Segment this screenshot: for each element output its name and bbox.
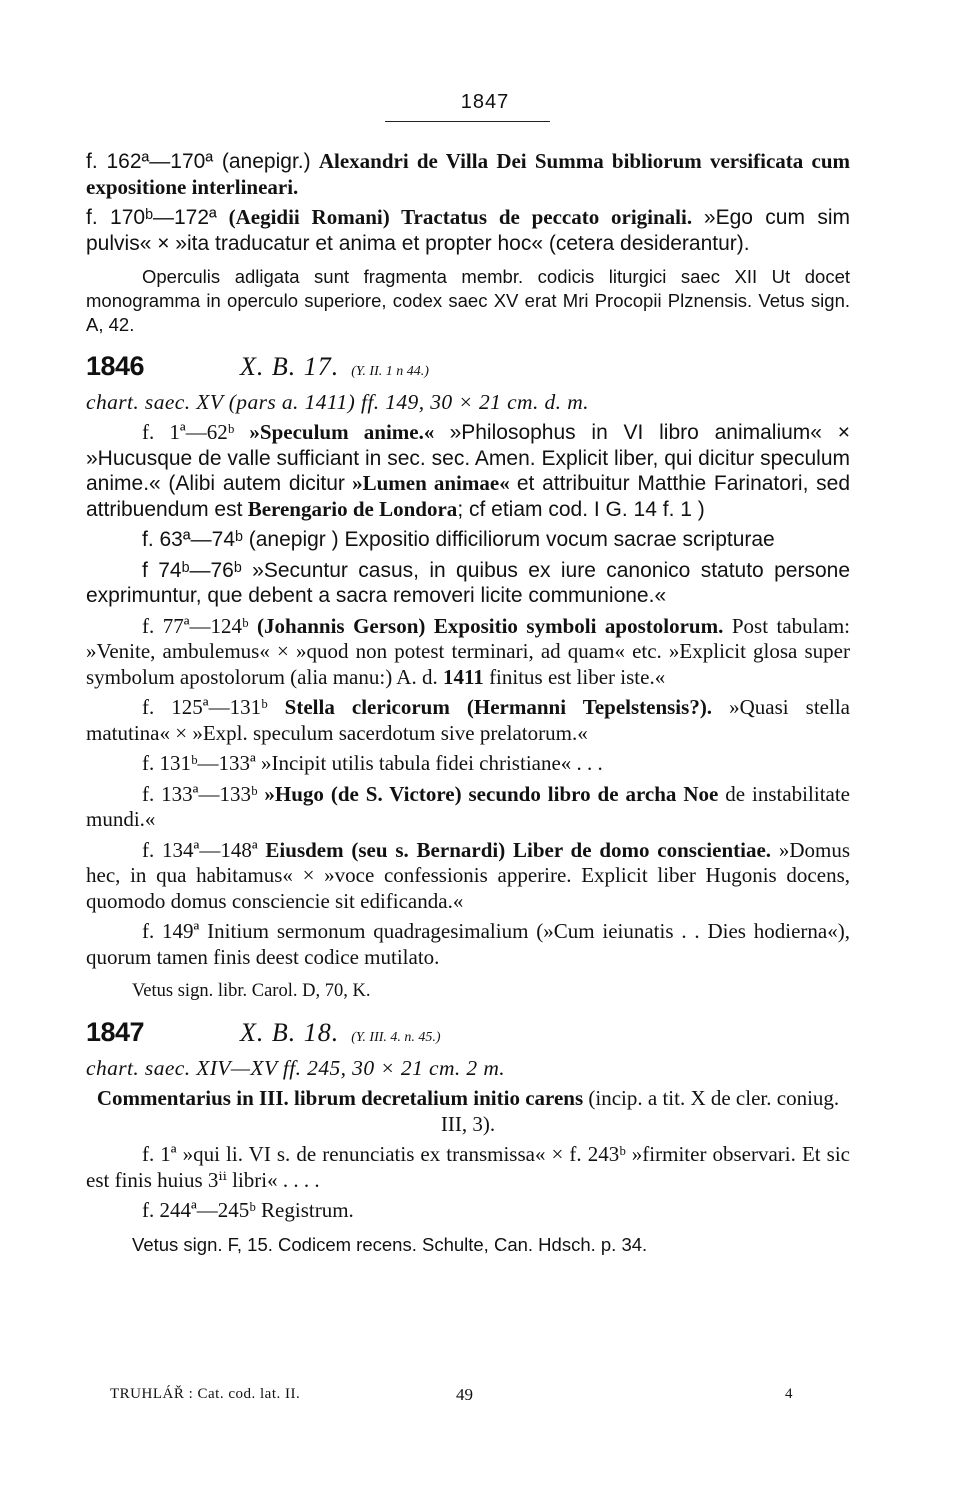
explicit-text: finitus est liber iste.« [489, 664, 666, 689]
work-title: (Aegidii Romani) Tractatus de peccato originali. [228, 205, 693, 229]
entry-title [86, 1086, 850, 1137]
item-domus [86, 838, 850, 915]
entry-heading-1846 [86, 351, 850, 385]
folio-ref: f. 162ª—170ª (anepigr.) [86, 150, 311, 173]
work-title: Alexandri de Villa Dei Summa bibliorum versificata cum expositione interlineari. [86, 149, 850, 199]
title-continuation: de instabilitate mundi.« [86, 781, 850, 831]
folio-ref: f. 134ª—148ª [142, 837, 258, 862]
item-expositio: f. 63ª—74ᵇ (anepigr ) Expositio difficiliorum vocum sacrae scripturae [142, 528, 775, 551]
item-tabula: f. 131ᵇ—133ª »Incipit utilis tabula fidei christiane« . . . [142, 751, 603, 775]
header-rule [385, 121, 550, 122]
catalog-reference: TRUHLÁŘ : Cat. cod. lat. II. [110, 1386, 301, 1402]
signature-mark: 4 [785, 1386, 793, 1402]
incipit-text: »Quasi stella matutina« × »Expl. speculum sacerdotum sive prelatorum.« [86, 695, 850, 745]
old-signature: (Y. III. 4. n. 45.) [351, 1030, 441, 1045]
prev-item-2 [86, 205, 850, 256]
work-title: Eiusdem (seu s. Bernardi) Liber de domo conscientiae. [265, 837, 772, 862]
incipit-text: Post tabulam: »Venite, ambulemus« × »quod non potest terminari, ad quam« etc. »Explicit glosa super symbolum apostolorum (alia manu:) A. d. [86, 613, 851, 689]
item-casus: f 74ᵇ—76ᵇ »Secuntur casus, in quibus ex iure canonico statuto persone exprimuntur, que debent a sacra removeri licite communione.« [86, 558, 850, 607]
shelf-signature: X. B. 17. [240, 352, 340, 381]
entry-note: Vetus sign. libr. Carol. D, 70, K. [132, 981, 371, 1001]
physical-description: chart. saec. XIV—XV ff. 245, 30 × 21 cm. 2 m. [86, 1055, 506, 1080]
item-gerson [86, 614, 850, 691]
old-signature: (Y. II. 1 n 44.) [351, 364, 429, 379]
item-sermones: f. 149ª Initium sermonum quadragesimalium (»Cum ieiunatis . . Dies hodierna«), quorum tamen finis deest codice mutilato. [86, 919, 850, 969]
item-speculum [86, 420, 850, 522]
item-registrum: f. 244ª—245ᵇ Registrum. [142, 1198, 354, 1222]
folio-ref: f. 170ᵇ—172ª [86, 206, 217, 229]
entry-note: Vetus sign. F, 15. Codicem recens. Schulte, Can. Hdsch. p. 34. [132, 1233, 648, 1255]
folio-ref: f. 77ª—124ᵇ [142, 613, 249, 638]
entry-number: 1846 [86, 351, 145, 381]
item-stella [86, 695, 850, 746]
physical-description: chart. saec. XV (pars a. 1411) ff. 149, 30 × 21 cm. d. m. [86, 389, 589, 414]
incipit-text: »Domus hec, in qua habitamus« × »voce confessionis apperire. Explicit liber Hugonis docens, quomodo domus consciencie sit edificanda.« [86, 837, 851, 913]
attribution-text: et attribuitur Matthie Farinatori, sed attribuendum est [86, 472, 851, 521]
page-number-header: 1847 [460, 91, 510, 113]
entry-number: 1847 [86, 1017, 145, 1047]
entry-heading-1847 [86, 1017, 850, 1051]
work-title-alt: »Lumen animae« [352, 471, 510, 495]
folio-ref: f. 1ª—62ᵇ [142, 420, 235, 444]
catalog-body [86, 149, 850, 1257]
incipit-text: »Ego cum sim pulvis« × »ita traducatur et anima et propter hoc« (cetera desiderantur). [86, 206, 850, 255]
cross-ref: ; cf etiam cod. I G. 14 f. 1 ) [457, 497, 705, 521]
item-hugo [86, 782, 850, 833]
folio-ref: f. 133ª—133ᵇ [142, 781, 258, 806]
shelf-signature: X. B. 18. [240, 1018, 340, 1047]
sheet-number: 49 [456, 1385, 473, 1404]
incipit-text: »Philosophus in VI libro animalium« × »Hucusque de valle sufficiant in sec. sec. Amen. Explicit liber, qui dicitur speculum anime.« (Alibi autem dicitur [86, 421, 851, 495]
work-title: Commentarius in III. librum decretalium initio carens [96, 1086, 584, 1110]
item-incipit: f. 1ª »qui li. VI s. de renunciatis ex transmissa« × f. 243ᵇ »firmiter observari. Et sic est finis huius 3ⁱⁱ libri« . . . . [86, 1142, 850, 1192]
work-title: »Speculum anime.« [249, 420, 435, 444]
prev-note: Operculis adligata sunt fragmenta membr. codicis liturgici saec XII Ut docet monogramma in operculo superiore, codex saec XV erat Mri Procopii Plznensis. Vetus sign. A, 42. [86, 266, 850, 335]
work-title: Stella clericorum (Hermanni Tepelstensis?). [284, 695, 713, 719]
author-name: Berengario de Londora [247, 496, 458, 521]
work-title: (Johannis Gerson) Expositio symboli apostolorum. [257, 613, 724, 638]
incipit-ref: (incip. a tit. X de cler. coniug. III, 3). [440, 1086, 840, 1136]
year: 1411 [442, 664, 484, 689]
folio-ref: f. 125ª—131ᵇ [142, 695, 268, 719]
prev-item-1 [86, 149, 850, 200]
work-title: »Hugo (de S. Victore) secundo libro de archa Noe [264, 781, 719, 806]
